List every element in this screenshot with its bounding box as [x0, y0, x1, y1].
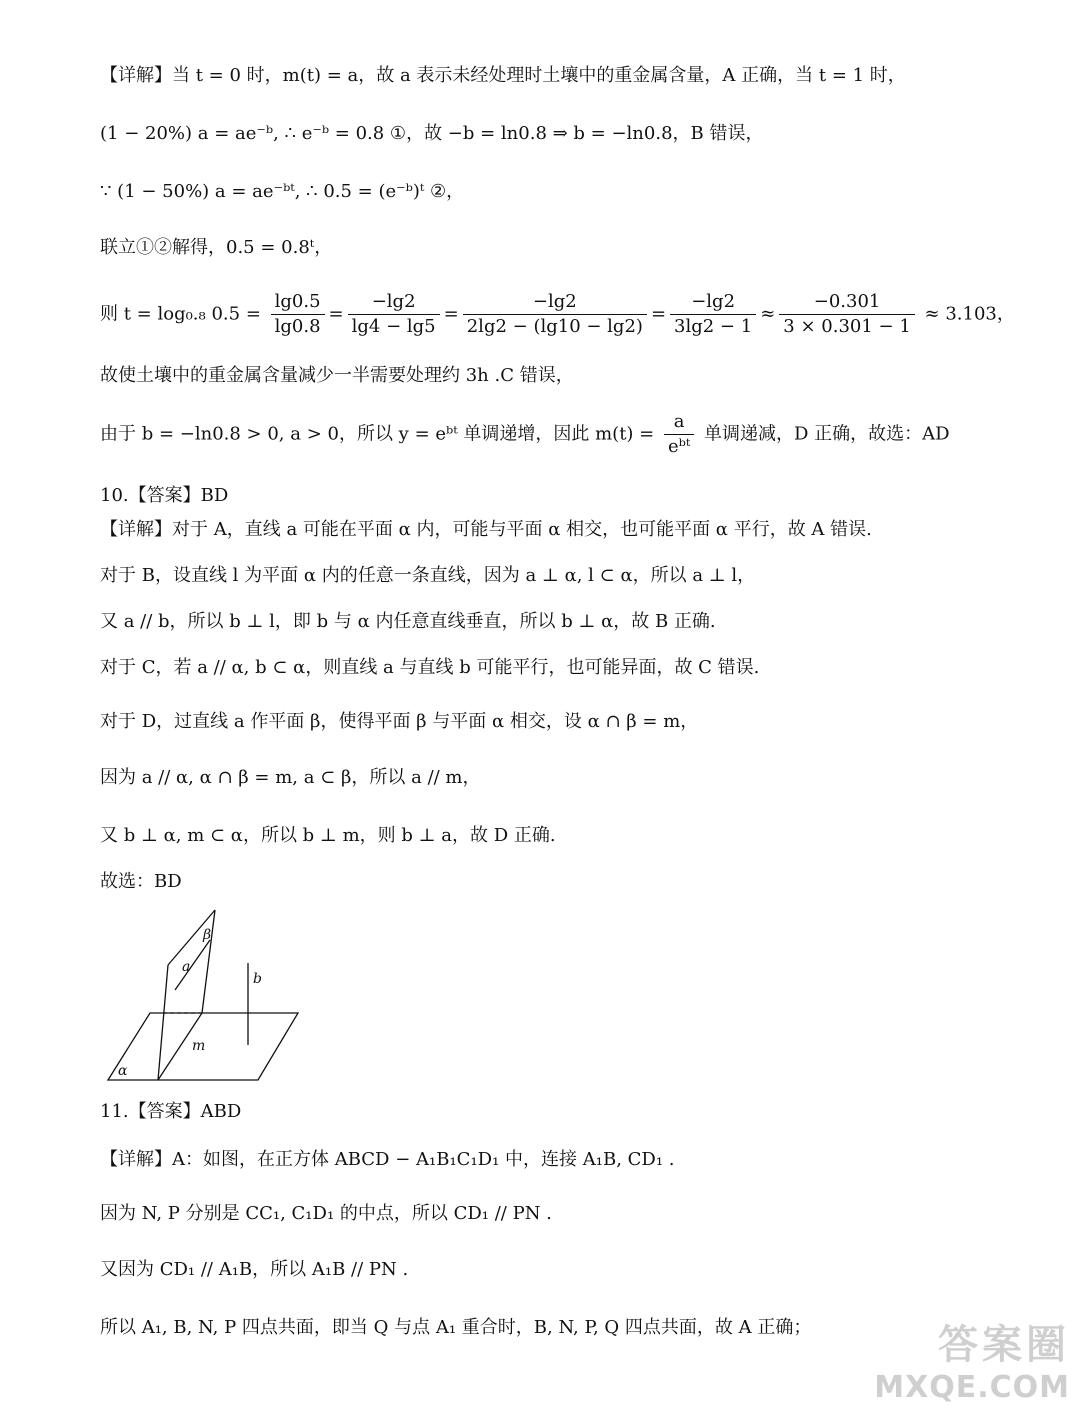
label-m: m [192, 1038, 206, 1054]
text-line: 又 b ⊥ α, m ⊂ α，所以 b ⊥ m，则 b ⊥ a，故 D 正确. [100, 825, 556, 846]
label-b: b [253, 971, 262, 987]
label-a: a [182, 959, 191, 975]
answer-heading: 10.【答案】BD [100, 485, 229, 506]
label-alpha: α [118, 1063, 128, 1079]
text-line: 故使土壤中的重金属含量减少一半需要处理约 3h .C 错误， [100, 365, 574, 386]
eq-prefix: 则 t = log₀.₈ 0.5 = [100, 303, 261, 325]
text-line: ∵ (1 − 50%) a = ae⁻ᵇᵗ, ∴ 0.5 = (e⁻ᵇ)ᵗ ②， [100, 181, 465, 202]
geometry-figure [100, 905, 310, 1090]
text-line: 又 a // b，所以 b ⊥ l，即 b 与 α 内任意直线垂直，所以 b ⊥ α，故 B 正确. [100, 611, 716, 632]
answer-heading: 11.【答案】ABD [100, 1101, 242, 1122]
planes-diagram [100, 905, 310, 1085]
fraction: $\frac{\lg 0.5}{\lg 0.8}$ [271, 290, 325, 339]
monotonic-equation: 由于 b = −ln0.8 > 0, a > 0，所以 y = eᵇᵗ 单调递增，因此 m(t) = $\frac{a}{\text{eᵇᵗ}}$ 单调递减，D 正确，故选：AD [100, 411, 950, 457]
label-beta: β [203, 927, 212, 943]
text-line: 【详解】当 t = 0 时，m(t) = a，故 a 表示未经处理时土壤中的重金属含量，A 正确，当 t = 1 时， [100, 65, 906, 86]
text-line: 【详解】A：如图，在正方体 ABCD − A₁B₁C₁D₁ 中，连接 A₁B, CD₁ . [100, 1149, 675, 1170]
text-line: 对于 C，若 a // α, b ⊂ α，则直线 a 与直线 b 可能平行，也可能异面，故 C 错误. [100, 657, 760, 678]
eq-result: ≈ 3.103， [924, 303, 1015, 325]
text-line: (1 − 20%) a = ae⁻ᵇ, ∴ e⁻ᵇ = 0.8 ①，故 −b = ln0.8 ⇒ b = −ln0.8，B 错误， [100, 123, 764, 144]
fraction: $\frac{-\lg 2}{\lg 4 - \lg 5}$ [348, 290, 440, 339]
text-line: 因为 N, P 分别是 CC₁, C₁D₁ 的中点，所以 CD₁ // PN . [100, 1203, 552, 1224]
fraction: $\frac{-0.301}{3 \times 0.301 - 1}$ [779, 290, 915, 339]
text-line: 又因为 CD₁ // A₁B，所以 A₁B // PN . [100, 1259, 409, 1280]
fraction: $\frac{-\lg 2}{2\lg 2 - (\lg 10 - \lg 2)}$ [463, 290, 647, 339]
text-line: 所以 A₁, B, N, P 四点共面，即当 Q 与点 A₁ 重合时，B, N, P, Q 四点共面，故 A 正确； [100, 1317, 812, 1338]
text-line: 故选：BD [100, 871, 182, 892]
log-equation: 则 t = log₀.₈ 0.5 = $\frac{\lg 0.5}{\lg 0.8}$ = $\frac{-\lg 2}{\lg 4 - \lg 5}$ = $\frac{-\lg 2}{2\lg 2 - (\lg 10 - \lg 2)}$ = $\frac{-\lg 2}{3\lg 2 - 1}$ ≈ $\frac{-0.301}{3 \times 0.301 - 1}$ ≈ 3.103， [100, 291, 1015, 337]
text-line: 对于 B，设直线 l 为平面 α 内的任意一条直线，因为 a ⊥ α, l ⊂ α，所以 a ⊥ l， [100, 565, 756, 586]
fraction: $\frac{a}{\text{eᵇᵗ}}$ [664, 410, 694, 459]
text-line: 对于 D，过直线 a 作平面 β，使得平面 β 与平面 α 相交，设 α ∩ β = m， [100, 711, 699, 732]
watermark-logo: 答案圈 MXQE.COM [874, 1322, 1070, 1405]
text-line: 联立①②解得，0.5 = 0.8ᵗ， [100, 237, 333, 258]
fraction: $\frac{-\lg 2}{3\lg 2 - 1}$ [670, 290, 756, 339]
text-line: 【详解】对于 A，直线 a 可能在平面 α 内，可能与平面 α 相交，也可能平面 α 平行，故 A 错误. [100, 519, 872, 540]
text-line: 因为 a // α, α ∩ β = m, a ⊂ β，所以 a // m， [100, 767, 481, 788]
